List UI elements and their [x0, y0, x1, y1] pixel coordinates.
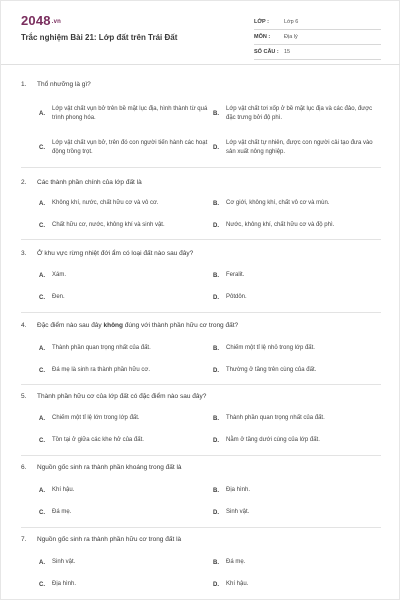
option-text: Cơ giới, không khí, chất vô cơ và mùn.: [226, 200, 330, 206]
meta-row-count: [254, 45, 381, 60]
option-text: Lớp vật chất vụn bở, trên đó con người tiến hành các hoạt động trồng trọt.: [52, 140, 208, 155]
option-text: Lớp vật chất tơi xốp ở bề mặt lục địa và các đảo, được đặc trưng bởi độ phì.: [226, 106, 373, 121]
option-text: Lớp vật chất tự nhiên, được con người cải tạo đưa vào sản xuất nông nghiệp.: [226, 140, 373, 155]
question-number: 6.: [21, 464, 27, 471]
option-letter: A.: [39, 415, 45, 422]
option-letter: B.: [213, 272, 219, 279]
option-letter: D.: [213, 437, 219, 444]
option-text: Nằm ở tầng dưới cùng của lớp đất.: [226, 437, 320, 443]
question-text: 7. Nguồn gốc sinh ra thành phần hữu cơ trong đất là: [21, 536, 182, 543]
divider: [21, 384, 381, 385]
meta-value: Lớp 6: [284, 19, 299, 25]
option-text: Địa hình.: [52, 581, 77, 587]
option-3d[interactable]: [213, 293, 383, 302]
option-text: Đá mẹ.: [226, 559, 246, 565]
meta-value: Địa lý: [284, 34, 298, 40]
option-letter: B.: [213, 345, 219, 352]
question-5: [21, 393, 381, 400]
option-letter: D.: [213, 581, 219, 588]
divider: [21, 312, 381, 313]
option-text: Pôtdôn.: [226, 294, 247, 300]
option-letter: B.: [213, 487, 219, 494]
question-text: 3. Ở khu vực rừng nhiệt đới ẩm có loại đất nào sau đây?: [21, 250, 194, 257]
option-text: Lớp vật chất vụn bở trên bề mặt lục địa, hình thành từ quá trình phong hóa.: [52, 106, 208, 121]
option-letter: D.: [213, 509, 219, 516]
question-6: [21, 464, 381, 471]
meta-key: SỐ CÂU :: [254, 49, 279, 55]
option-text: Địa hình.: [226, 487, 251, 493]
question-7: [21, 536, 381, 543]
option-3a[interactable]: [39, 271, 209, 280]
question-number: 5.: [21, 393, 27, 400]
option-6b[interactable]: [213, 486, 383, 495]
question-number: 7.: [21, 536, 27, 543]
page-header: [1, 1, 400, 65]
option-letter: D.: [213, 294, 219, 301]
option-text: Đá mẹ là sinh ra thành phần hữu cơ.: [52, 367, 151, 373]
quiz-meta: [254, 15, 381, 60]
site-logo[interactable]: [21, 13, 61, 28]
option-letter: C.: [39, 222, 45, 229]
option-6c[interactable]: [39, 508, 209, 517]
option-7d[interactable]: [213, 580, 383, 589]
divider: [21, 239, 381, 240]
question-text: 5. Thành phần hữu cơ của lớp đất có đặc điểm nào sau đây?: [21, 393, 207, 400]
meta-value: 15: [284, 49, 291, 55]
question-number: 3.: [21, 250, 27, 257]
divider: [21, 167, 381, 168]
divider: [21, 527, 381, 528]
meta-key: MÔN :: [254, 34, 271, 40]
option-text: Chiếm một tỉ lệ lớn trong lớp đất.: [52, 415, 140, 421]
option-text: Khí hậu.: [52, 487, 75, 493]
option-2d[interactable]: [213, 221, 383, 230]
option-letter: D.: [213, 367, 219, 374]
option-7b[interactable]: [213, 558, 383, 567]
question-text: 6. Nguồn gốc sinh ra thành phần khoáng trong đất là: [21, 464, 182, 471]
option-letter: C.: [39, 145, 45, 151]
option-7a[interactable]: [39, 558, 209, 567]
question-number: 1.: [21, 81, 27, 88]
option-text: Đen.: [52, 294, 65, 300]
meta-row-grade: [254, 15, 381, 30]
option-letter: B.: [213, 415, 219, 422]
question-number: 2.: [21, 179, 27, 186]
option-letter: C.: [39, 367, 45, 374]
option-text: Chiếm một tỉ lệ nhỏ trong lớp đất.: [226, 345, 315, 351]
logo-text: 2048: [21, 13, 51, 28]
option-text: Thường ở tầng trên cùng của đất.: [226, 367, 317, 373]
option-4a[interactable]: [39, 344, 209, 353]
option-text: Feralit.: [226, 272, 245, 278]
option-text: Chất hữu cơ, nước, không khí và sinh vật.: [52, 222, 165, 228]
option-letter: A.: [39, 345, 45, 352]
option-4c[interactable]: [39, 366, 209, 375]
logo-tld: .vn: [51, 18, 62, 25]
option-text: Khí hậu.: [226, 581, 249, 587]
option-letter: D.: [213, 222, 219, 229]
option-letter: A.: [39, 200, 45, 207]
meta-row-subject: [254, 30, 381, 45]
option-text: Nước, không khí, chất hữu cơ và độ phì.: [226, 222, 335, 228]
option-6d[interactable]: [213, 508, 383, 517]
question-2: [21, 179, 381, 186]
option-1d[interactable]: [213, 139, 383, 157]
question-1: [21, 81, 381, 88]
question-3: [21, 250, 381, 257]
option-letter: A.: [39, 487, 45, 494]
question-text: 1. Thổ nhưỡng là gì?: [21, 81, 91, 88]
option-4b[interactable]: [213, 344, 383, 353]
option-letter: A.: [39, 272, 45, 279]
question-text: 4. Đặc điểm nào sau đây không đúng với thành phần hữu cơ trong đất?: [21, 322, 239, 329]
option-5c[interactable]: [39, 436, 209, 445]
option-text: Sinh vật.: [226, 509, 250, 515]
option-5b[interactable]: [213, 414, 383, 423]
option-letter: B.: [213, 200, 219, 207]
option-5d[interactable]: [213, 436, 383, 445]
option-letter: D.: [213, 145, 219, 151]
option-2b[interactable]: [213, 199, 383, 208]
option-letter: A.: [39, 559, 45, 566]
option-6a[interactable]: [39, 486, 209, 495]
option-letter: B.: [213, 559, 219, 566]
option-1b[interactable]: [213, 105, 383, 123]
option-letter: C.: [39, 294, 45, 301]
option-text: Không khí, nước, chất hữu cơ và vô cơ.: [52, 200, 159, 206]
option-text: Xám.: [52, 272, 67, 278]
option-2c[interactable]: [39, 221, 209, 230]
option-text: Sinh vật.: [52, 559, 76, 565]
option-letter: C.: [39, 509, 45, 516]
option-letter: A.: [39, 111, 45, 117]
meta-key: LỚP :: [254, 19, 269, 25]
option-3c[interactable]: [39, 293, 209, 302]
option-3b[interactable]: [213, 271, 383, 280]
page-title: Trắc nghiệm Bài 21: Lớp đất trên Trái Đất: [21, 33, 178, 42]
option-letter: C.: [39, 581, 45, 588]
option-2a[interactable]: [39, 199, 209, 208]
divider: [21, 455, 381, 456]
option-letter: C.: [39, 437, 45, 444]
option-text: Thành phần quan trọng nhất của đất.: [226, 415, 325, 421]
emphasis-word: không: [103, 322, 123, 329]
option-text: Tồn tại ở giữa các khe hở của đất.: [52, 437, 144, 443]
question-text: 2. Các thành phần chính của lớp đất là: [21, 179, 142, 186]
option-1c[interactable]: [39, 139, 209, 157]
question-4: [21, 322, 381, 329]
option-7c[interactable]: [39, 580, 209, 589]
option-letter: B.: [213, 111, 219, 117]
option-1a[interactable]: [39, 105, 209, 123]
option-text: Thành phần quan trọng nhất của đất.: [52, 345, 151, 351]
option-5a[interactable]: [39, 414, 209, 423]
option-4d[interactable]: [213, 366, 383, 375]
question-number: 4.: [21, 322, 27, 329]
option-text: Đá mẹ.: [52, 509, 72, 515]
